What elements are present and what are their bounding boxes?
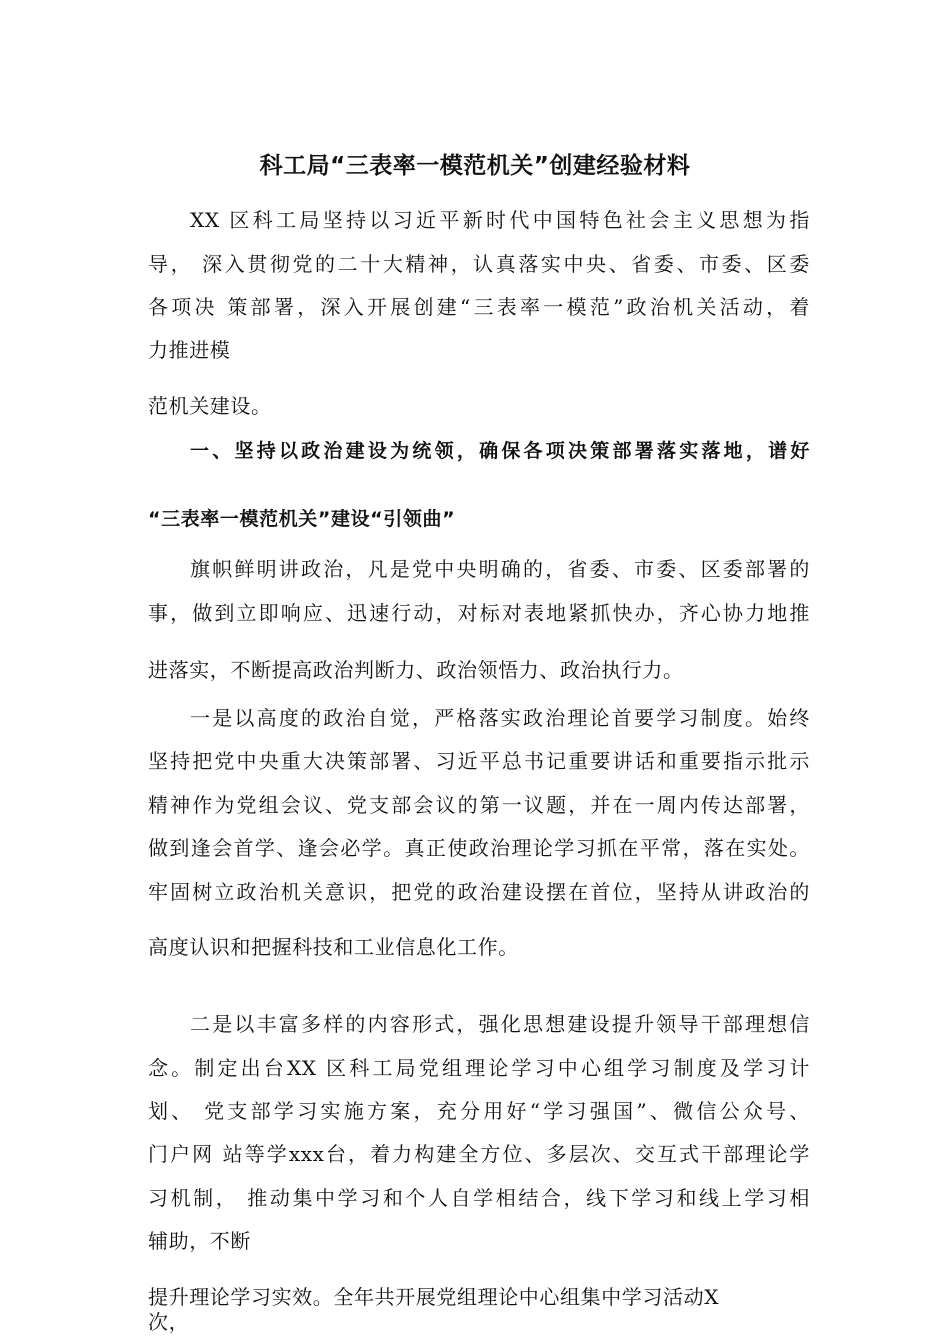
paragraph-line: 范机关建设。	[148, 394, 272, 418]
paragraph-line: 划、 党支部学习实施方案，充分用好“学习强国”、微信公众号、	[148, 1099, 810, 1123]
paragraph-line: 习机制， 推动集中学习和个人自学相结合，线下学习和线上学习相	[148, 1186, 810, 1210]
paragraph-line: 各项决 策部署，深入开展创建“三表率一模范”政治机关活动，着	[148, 295, 810, 319]
paragraph-line: 做到逢会首学、逢会必学。真正使政治理论学习抓在平常，落在实处。	[148, 836, 810, 860]
paragraph-line: 导， 深入贯彻党的二十大精神，认真落实中央、省委、市委、区委	[148, 252, 810, 276]
paragraph-line: 次，	[148, 1310, 190, 1334]
section-heading-line: 一、坚持以政治建设为统领，确保各项决策部署落实落地，谱好	[190, 440, 810, 462]
paragraph-line: 事，做到立即响应、迅速行动，对标对表地紧抓快办，齐心协力地推	[148, 601, 810, 625]
section-heading-line: “三表率一模范机关”建设“引领曲”	[148, 508, 456, 530]
paragraph-line: 坚持把党中央重大决策部署、习近平总书记重要讲话和重要指示批示	[148, 749, 810, 773]
paragraph-line: 力推进模	[148, 338, 231, 362]
paragraph-line: 二是以丰富多样的内容形式，强化思想建设提升领导干部理想信	[190, 1012, 810, 1036]
paragraph-line: 牢固树立政治机关意识，把党的政治建设摆在首位，坚持从讲政治的	[148, 880, 810, 904]
paragraph-line: 精神作为党组会议、党支部会议的第一议题，并在一周内传达部署，	[148, 793, 810, 817]
paragraph-line: 一是以高度的政治自觉，严格落实政治理论首要学习制度。始终	[190, 706, 810, 730]
paragraph-line: 高度认识和把握科技和工业信息化工作。	[148, 935, 519, 959]
paragraph-line: 提升理论学习实效。全年共开展党组理论中心组集中学习活动X	[148, 1285, 720, 1309]
document-title: 科工局“三表率一模范机关”创建经验材料	[259, 153, 691, 179]
paragraph-line: 辅助，不断	[148, 1229, 251, 1253]
paragraph-line: XX 区科工局坚持以习近平新时代中国特色社会主义思想为指	[190, 208, 810, 232]
paragraph-line: 门户网 站等学xxx台，着力构建全方位、多层次、交互式干部理论学	[148, 1142, 810, 1166]
paragraph-line: 旗帜鲜明讲政治，凡是党中央明确的，省委、市委、区委部署的	[190, 557, 810, 581]
paragraph-line: 念。制定出台XX 区科工局党组理论学习中心组学习制度及学习计	[148, 1056, 810, 1080]
paragraph-line: 进落实，不断提高政治判断力、政治领悟力、政治执行力。	[148, 658, 684, 682]
